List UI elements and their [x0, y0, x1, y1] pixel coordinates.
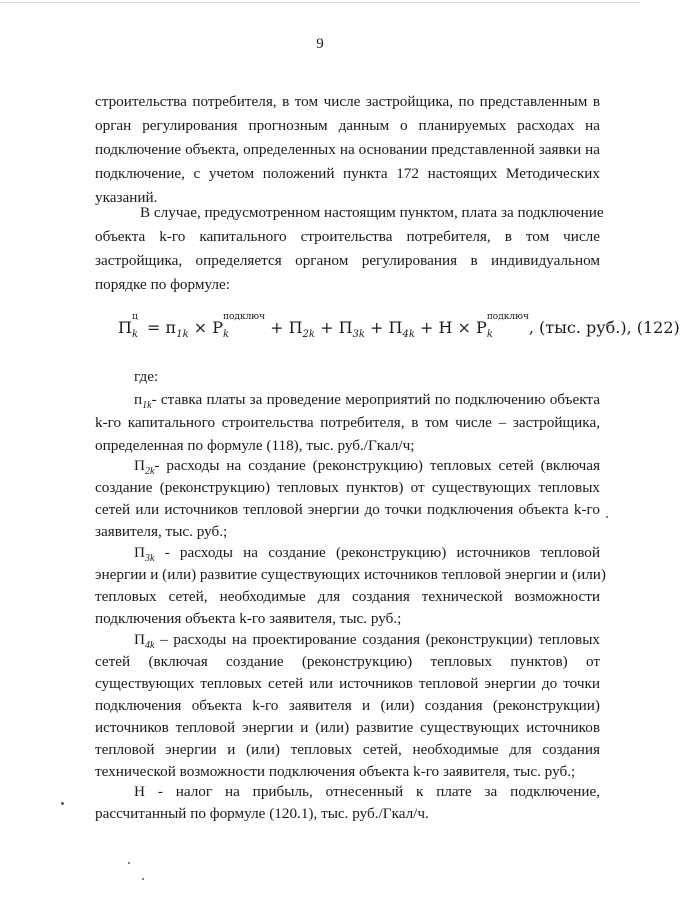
definition-p3k-line: подключения объекта k-го заявителя, тыс. руб.;: [95, 610, 402, 627]
definition-p1k-line: k-го капитального строительства потребителя, в том числе – застройщика,: [95, 414, 600, 431]
scan-edge-line: [0, 2, 640, 3]
definition-h-line: Н - налог на прибыль, отнесенный к плате за подключение,: [134, 783, 600, 800]
scan-speck: [61, 802, 64, 805]
where-label: где:: [134, 368, 159, 385]
paragraph-2-line: В случае, предусмотренном настоящим пунктом, плата за подключение: [140, 204, 604, 221]
paragraph-1-line: орган регулирования прогнозным данным о планируемых расходах на: [95, 117, 600, 134]
definition-p3k-line: тепловых сетей, необходимые для создания технической возможности: [95, 588, 600, 605]
definition-p4k-line: тепловой энергии и (или) тепловых сетей, необходимые для создания: [95, 741, 600, 758]
definition-p3k-line: $П_{3k}$ - расходы на создание (реконструкцию) источников тепловой: [134, 544, 600, 564]
definition-p2k-line: $П_{2k}-$ расходы на создание (реконструкцию) тепловых сетей (включая: [134, 457, 600, 477]
definition-p4k-line: подключения объекта k-го заявителя и (или) создания (реконструкции): [95, 697, 600, 714]
scan-speck: [128, 862, 130, 864]
definition-h-line: рассчитанный по формуле (120.1), тыс. руб./Гкал/ч.: [95, 805, 429, 822]
scan-speck: [606, 516, 608, 518]
paragraph-1-line: подключение объекта, определенных на основании представленной заявки на: [95, 141, 600, 158]
definition-p2k-line: создание (реконструкцию) тепловых пунктов) от существующих тепловых: [95, 479, 600, 496]
page-number: 9: [316, 36, 324, 52]
paragraph-2-line: объекта k-го капитального строительства потребителя, в том числе: [95, 228, 600, 245]
formula-122: П ц k = $п_{1k} \times P$ подключ k + $П_{2k} + П_{3k} + П_{4k} + Н \times P$ подключ k , (тыс. руб.), (122): [118, 311, 680, 340]
definition-p4k-line: сетей (включая создание (реконструкцию) тепловых пунктов) от: [95, 653, 600, 670]
definition-p4k-line: существующих тепловых сетей или источников тепловой энергии до точки: [95, 675, 600, 692]
paragraph-2-line: порядке по формуле:: [95, 276, 230, 293]
definition-p1k-line: определенная по формуле (118), тыс. руб./Гкал/ч;: [95, 437, 415, 454]
definition-p4k-line: $П_{4k}$ – расходы на проектирование создания (реконструкции) тепловых: [134, 631, 600, 651]
definition-p1k-line: $п_{1k}-$ ставка платы за проведение мероприятий по подключению объекта: [134, 391, 600, 411]
scan-speck: [142, 878, 144, 880]
paragraph-1-line: указаний.: [95, 189, 158, 206]
definition-p4k-line: технической возможности подключения объекта k-го заявителя, тыс. руб.;: [95, 763, 576, 780]
definition-p2k-line: сетей или источников тепловой энергии до точки подключения объекта k-го: [95, 501, 600, 518]
paragraph-1-line: строительства потребителя, в том числе застройщика, по представленным в: [95, 93, 600, 110]
definition-p3k-line: энергии и (или) развитие существующих источников тепловой энергии и (или): [95, 566, 606, 583]
definition-p2k-line: заявителя, тыс. руб.;: [95, 523, 228, 540]
paragraph-1-line: подключение, с учетом положений пункта 172 настоящих Методических: [95, 165, 600, 182]
definition-p4k-line: источников тепловой энергии и (или) развитие существующих источников: [95, 719, 600, 736]
paragraph-2-line: застройщика, определяется органом регулирования в индивидуальном: [95, 252, 600, 269]
